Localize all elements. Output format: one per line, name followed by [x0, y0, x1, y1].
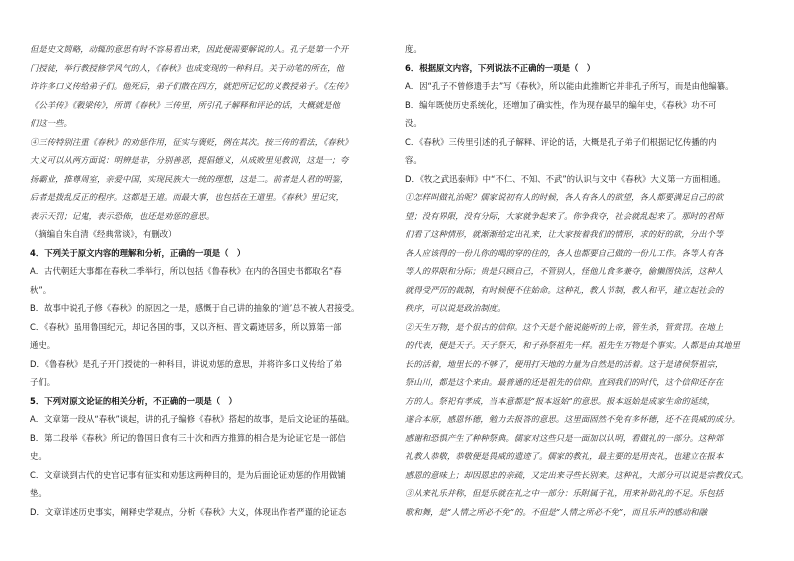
text-line: 就得受严厉的裁制，有时候便不住始命。这种礼，教人节制，教人和平，建立起社会的 [405, 284, 724, 295]
text-line: （摘编自朱自清《经典常谈》，有删改） [30, 229, 177, 239]
text-line: ②天生万物，是个很古的信仰。这个天是个能说能听的上帝，管生杀，管赏罚。在地上 [405, 321, 724, 332]
right-column [405, 40, 765, 521]
text-line: 们看了这种情形，就渐渐给定出礼来，让大家按着我们的情形，求的好的欲，分出个等 [405, 229, 724, 239]
text-line: D．文章详述历史事实，阐释史学观点，分析《春秋》大义，体现出作者严谨的论证态 [30, 506, 347, 517]
text-line: 望；没有界限，没有分际，大家就争起来了。你争我夺，社会就乱起来了。那时的君师 [405, 210, 724, 221]
text-line: 子们。 [30, 377, 56, 387]
text-line: 祭山川，都是这个来由。最普通的还是祖先的信仰。直到我们的时代，这个信仰还存在 [405, 377, 724, 387]
text-line: A．因“孔子不曾修遗手去”写《春秋》，所以能由此推断它并非孔子所写，而是由他编纂。 [405, 81, 734, 91]
text-line: 感恩的意味上；却因恩忠的亲疏，又定出来寻些长别来。这种礼，大部分可以说是宗教仪式。 [405, 469, 749, 480]
text-line: 容。 [405, 155, 422, 165]
text-line: 等人的界限和分际；贵是只顾自己，不管别人，怪他儿食多兼夺，偷懒图快活，这种人 [405, 266, 724, 276]
text-line: 垫。 [30, 488, 47, 498]
text-line: 史。 [30, 451, 47, 461]
text-line: 礼教人恭敬，恭敬便是畏威的遗迹了。儒家的教礼，最主要的是用丧礼，也建立在报本 [405, 451, 724, 461]
text-line: 6．根据原文内容，下列说法不正确的一项是（ ） [405, 62, 596, 73]
text-line: 的代表，便是天子。天子祭天，和子孙祭祖先一样。祖先生万物是个事实。人都是由其地里 [405, 340, 740, 350]
text-line: 长的活着，地里长的不够了，便用打天地的力量为自然是的活着。这于是诸侯祭祖宗， [405, 358, 724, 369]
text-line: 《公羊传》《穀梁传》，所谓《春秋》三传里，所引孔子解释和评论的话，大概就是他 [30, 99, 340, 110]
text-line: 通史。 [30, 340, 56, 350]
text-line: 歌和舞，是“人情之所必不免”的。不但是“人情之所必不免”，而且乐声的感动和融 [405, 506, 707, 517]
text-line: A．古代朝廷大事都在春秋二季举行，所以包括《鲁春秋》在内的各国史书都取名“春 [30, 266, 342, 276]
text-line: C．文章谈到古代的史官记事有征实和劝惩这两种目的，是为后面论证劝惩的作用做铺 [30, 469, 346, 480]
text-line: B．故事中说孔子修《春秋》的原因之一是，感慨于自己讲的抽象的‘道’总不被人君接受。 [30, 303, 360, 313]
text-line: ①怎样叫做礼治呢？儒家说初有人的时候，各人有各人的欲望，各人都要满足自己的欲 [405, 192, 724, 202]
text-line: C．《春秋》三传里引述的孔子解释、评论的话，大概是孔子弟子们根据记忆传播的内 [405, 136, 717, 147]
text-line: 感谢和恐惧产生了种种祭典。儒家对这些只是一面加以认明，看做礼的一部分。这种郊 [405, 432, 724, 443]
text-line: B．第二段举《春秋》所记的鲁国日食有三十次和西方推算的相合是为论证它是一部信 [30, 432, 346, 443]
text-line: 们这一些。 [30, 118, 72, 128]
text-line: 方的人。祭祀有孝成，当本意都是“报本返始”的意思。报本返始是成家生命的延续， [405, 395, 716, 406]
text-line: 各人应该得的一份儿你的喝的穿的住的，各人也都要自己做的一份儿工作。各等人有各 [405, 247, 724, 258]
text-line: 表示天罚；记鬼，表示恐佈，也还是劝惩的意思。 [30, 210, 215, 221]
left-column [30, 40, 385, 521]
text-line: 4．下列关于原文内容的理解和分析，正确的一项是（ ） [30, 247, 246, 258]
text-line: 后者是拨乱反正的程序。这都是王道。而最大事，也包括在王道里。《春秋》里记灾， [30, 192, 345, 202]
text-line: 5．下列对原文论证的相关分析，不正确的一项是（ ） [30, 395, 237, 406]
text-line: 大义可以从两方面说：明辨是非，分别善恶，提倡德义，从成败里见教训，这是一；夸 [30, 155, 349, 165]
text-line: 没。 [405, 118, 422, 128]
text-line: 秋”。 [30, 284, 52, 295]
text-line: D．《鲁春秋》是孔子开门授徒的一种科目，讲说劝惩的意思，并将许多口义传给了弟 [30, 358, 343, 369]
text-line: 但是史文简略，动辄的意思有时不容易看出来，因此便需要解说的人。孔子是第一个开 [30, 44, 349, 54]
text-line: A．文章第一段从“春秋”谈起，讲的孔子编修《春秋》搭起的故事，是后文论证的基础。 [30, 414, 355, 424]
text-line: 度。 [405, 44, 422, 54]
text-line: 扬霸业，推尊周室，亲爱中国，实现民族大一统的理想，这是二。前者是人君的明鉴， [30, 173, 349, 184]
text-line: 秩序，可以说是政治制度。 [405, 303, 506, 313]
text-line: B．编年既使历史系统化，还增加了确实性，作为现存最早的编年史，《春秋》功不可 [405, 99, 717, 110]
text-line: ④三传特别注重《春秋》的劝惩作用，征实与褒贬，例在其次。按三传的看法，《春秋》 [30, 136, 353, 147]
text-line: ③从来礼乐并称，但是乐就在礼之中一部分：乐附属于礼，用来补助礼的不足。乐包括 [405, 488, 724, 498]
text-line: D．《牧之武迅泰师》中“不仁、不知、不武”的认识与文中《春秋》大义第一方面相通。 [405, 173, 726, 184]
text-line: 许许多口义传给弟子们。他死后，弟子们散在四方，就把所记忆的义教授弟子。《左传》 [30, 81, 353, 91]
text-line: 遂合本原，感恩怀德，勉力去报答的意思。这里面固然不免有多怀德，还不在畏威的成分。 [405, 414, 740, 424]
text-line: C．《春秋》虽用鲁国纪元，却记各国的事，又以齐桓、晋文霸迹居多，所以算第一部 [30, 321, 342, 332]
text-line: 门授徒，举行教授修学风气的人，《春秋》也成变现的一种科目。关于动笔的所在，他 [30, 62, 345, 73]
